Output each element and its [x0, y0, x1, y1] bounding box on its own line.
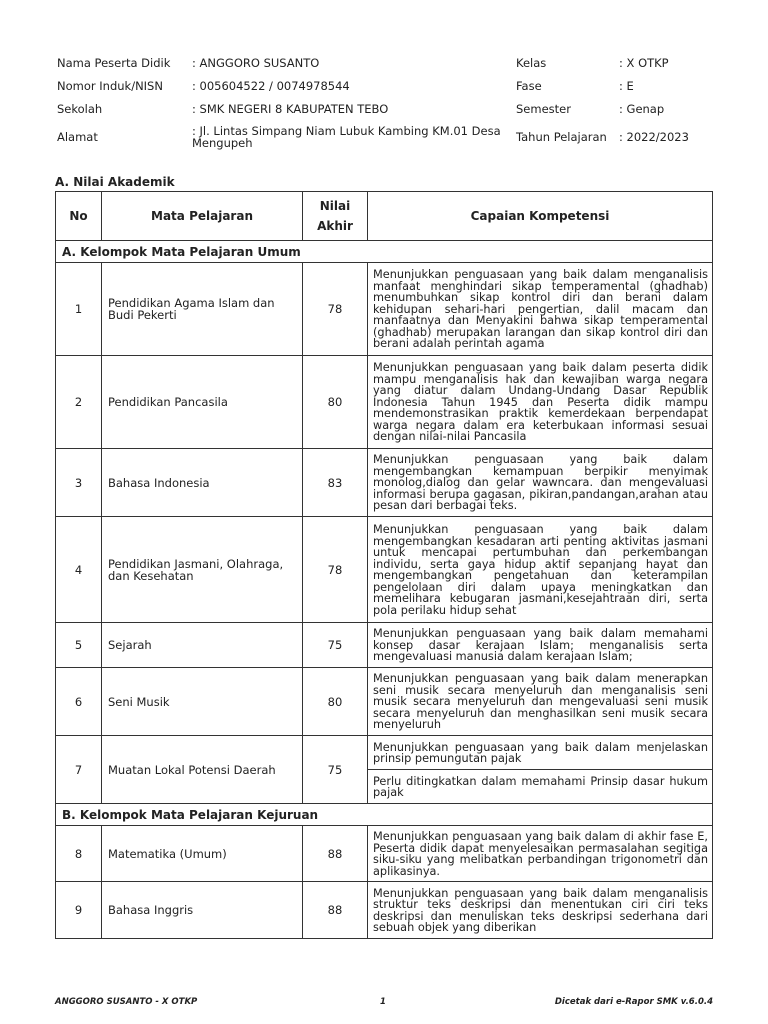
- row-score: 83: [303, 449, 368, 517]
- footer-student: ANGGORO SUSANTO - X OTKP: [55, 997, 198, 1007]
- value-school: : SMK NEGERI 8 KABUPATEN TEBO: [192, 102, 389, 116]
- label-address: Alamat: [57, 130, 98, 144]
- table-row: [56, 736, 713, 770]
- row-score: 75: [303, 623, 368, 668]
- header-competency: Capaian Kompetensi: [368, 192, 713, 241]
- header-no: No: [56, 192, 102, 241]
- value-class: : X OTKP: [619, 56, 669, 70]
- row-score: 80: [303, 668, 368, 736]
- footer-printed-by: Dicetak dari e-Rapor SMK v.6.0.4: [554, 997, 713, 1007]
- label-semester: Semester: [516, 102, 571, 116]
- row-score: 78: [303, 517, 368, 623]
- table-header-row: [56, 192, 713, 241]
- row-competency: Menunjukkan penguasaan yang baik dalam di akhir fase E, Peserta didik dapat menyelesaikan permasalahan segitiga siku-siku yang melibatkan perbandingan trigonometri dan aplikasinya.: [368, 826, 713, 882]
- row-competency: Menunjukkan penguasaan yang baik dalam mengembangkan kemampuan berpikir menyimak monolog,dialog dan gelar wawncara. dan mengevaluasi informasi berupa gagasan, pikiran,pandangan,arahan atau pesan dari berbagai teks.: [368, 449, 713, 517]
- table-row: [56, 449, 713, 517]
- header-subject: Mata Pelajaran: [102, 192, 303, 241]
- value-address-line1: : Jl. Lintas Simpang Niam Lubuk Kambing KM.01 Desa: [192, 124, 501, 138]
- label-school: Sekolah: [57, 102, 103, 116]
- label-phase: Fase: [516, 79, 542, 93]
- row-score: 88: [303, 826, 368, 882]
- header-score: [303, 192, 368, 241]
- row-score: 78: [303, 263, 368, 356]
- label-year: Tahun Pelajaran: [516, 130, 607, 144]
- row-competency: Menunjukkan penguasaan yang baik dalam menganalisis manfaat menghindari sikap temperamental (ghadhab) menumbuhkan sikap kontrol diri dan berani dalam kehidupan sehari-hari pengertian, dalil macam dan manfaatnya dan Menyakini bahwa sikap temperamental (ghadhab) merupakan larangan dan sikap kontrol diri dan berani adalah perintah agama: [368, 263, 713, 356]
- footer-page-number: 1: [380, 997, 386, 1007]
- table-row: [56, 668, 713, 736]
- label-class: Kelas: [516, 56, 547, 70]
- row-no: 1: [56, 263, 102, 356]
- row-competency: Menunjukkan penguasaan yang baik dalam menganalisis struktur teks deskripsi dan menentukan ciri ciri teks deskripsi dan menuliskan teks deskripsi sederhana dari sebuah objek yang diberikan: [368, 882, 713, 939]
- table-row: [56, 517, 713, 623]
- label-nisn: Nomor Induk/NISN: [57, 79, 163, 93]
- row-no: 4: [56, 517, 102, 623]
- value-year: : 2022/2023: [619, 130, 689, 144]
- row-score: 80: [303, 356, 368, 449]
- row-no: 6: [56, 668, 102, 736]
- row-subject: Pendidikan Pancasila: [102, 356, 303, 449]
- header-score-line1: Nilai: [319, 199, 351, 213]
- value-semester: : Genap: [619, 102, 665, 116]
- row-no: 2: [56, 356, 102, 449]
- table-row: [56, 882, 713, 939]
- row-competency: Menunjukkan penguasaan yang baik dalam peserta didik mampu menganalisis hak dan kewajiban warga negara yang diatur dalam Undang-Undang Dasar Republik Indonesia Tahun 1945 dan Peserta didik mampu mendemonstrasikan praktik kemerdekaan berpendapat warga negara dalam era keterbukaan informasi sesuai dengan nilai-nilai Pancasila: [368, 356, 713, 449]
- value-name: : ANGGORO SUSANTO: [192, 56, 320, 70]
- group-row-kejuruan: [56, 804, 713, 826]
- row-competency: Menunjukkan penguasaan yang baik dalam memahami konsep dasar kerajaan Islam; menganalisis serta mengevaluasi manusia dalam kerajaan Islam;: [368, 623, 713, 668]
- row-no: 5: [56, 623, 102, 668]
- table-row: [56, 263, 713, 356]
- header-score-line2: Akhir: [317, 219, 353, 233]
- value-phase: : E: [619, 79, 634, 93]
- group-label-umum: A. Kelompok Mata Pelajaran Umum: [56, 241, 713, 263]
- grades-table-wrapper: [55, 191, 712, 939]
- row-subject: Seni Musik: [102, 668, 303, 736]
- row-subject: Bahasa Inggris: [102, 882, 303, 939]
- row-no: 3: [56, 449, 102, 517]
- value-nisn: : 005604522 / 0074978544: [192, 79, 350, 93]
- row-subject: Matematika (Umum): [102, 826, 303, 882]
- row-competency: Menunjukkan penguasaan yang baik dalam menerapkan seni musik secara menyeluruh dan menganalisis seni musik secara menyeluruh dan mengevaluasi seni musik secara menyeluruh dan menghasilkan seni musik secara menyeluruh: [368, 668, 713, 736]
- row-competency-2: Perlu ditingkatkan dalam memahami Prinsip dasar hukum pajak: [368, 770, 713, 804]
- section-title: A. Nilai Akademik: [55, 175, 175, 189]
- table-row: [56, 356, 713, 449]
- row-no: 9: [56, 882, 102, 939]
- table-row: [56, 623, 713, 668]
- row-no: 8: [56, 826, 102, 882]
- row-subject: Muatan Lokal Potensi Daerah: [102, 736, 303, 804]
- row-no: 7: [56, 736, 102, 804]
- label-name: Nama Peserta Didik: [57, 56, 171, 70]
- row-subject: Pendidikan Agama Islam dan Budi Pekerti: [102, 263, 303, 356]
- row-subject: Bahasa Indonesia: [102, 449, 303, 517]
- row-competency: Menunjukkan penguasaan yang baik dalam mengembangkan kesadaran arti penting aktivitas jasmani untuk mencapai pertumbuhan dan perkembangan individu, serta gaya hidup aktif sepanjang hayat dan mengembangkan pengetahuan dan keterampilan pengelolaan diri dalam upaya meningkatkan dan memelihara kebugaran jasmani,kesejahtraan diri, serta pola perilaku hidup sehat: [368, 517, 713, 623]
- row-subject: Pendidikan Jasmani, Olahraga, dan Kesehatan: [102, 517, 303, 623]
- row-score: 88: [303, 882, 368, 939]
- group-row-umum: [56, 241, 713, 263]
- grades-table: [55, 191, 713, 939]
- row-competency: Menunjukkan penguasaan yang baik dalam menjelaskan prinsip pemungutan pajak: [368, 736, 713, 770]
- value-address-line2: Mengupeh: [192, 136, 253, 150]
- table-row: [56, 826, 713, 882]
- row-subject: Sejarah: [102, 623, 303, 668]
- group-label-kejuruan: B. Kelompok Mata Pelajaran Kejuruan: [56, 804, 713, 826]
- row-score: 75: [303, 736, 368, 804]
